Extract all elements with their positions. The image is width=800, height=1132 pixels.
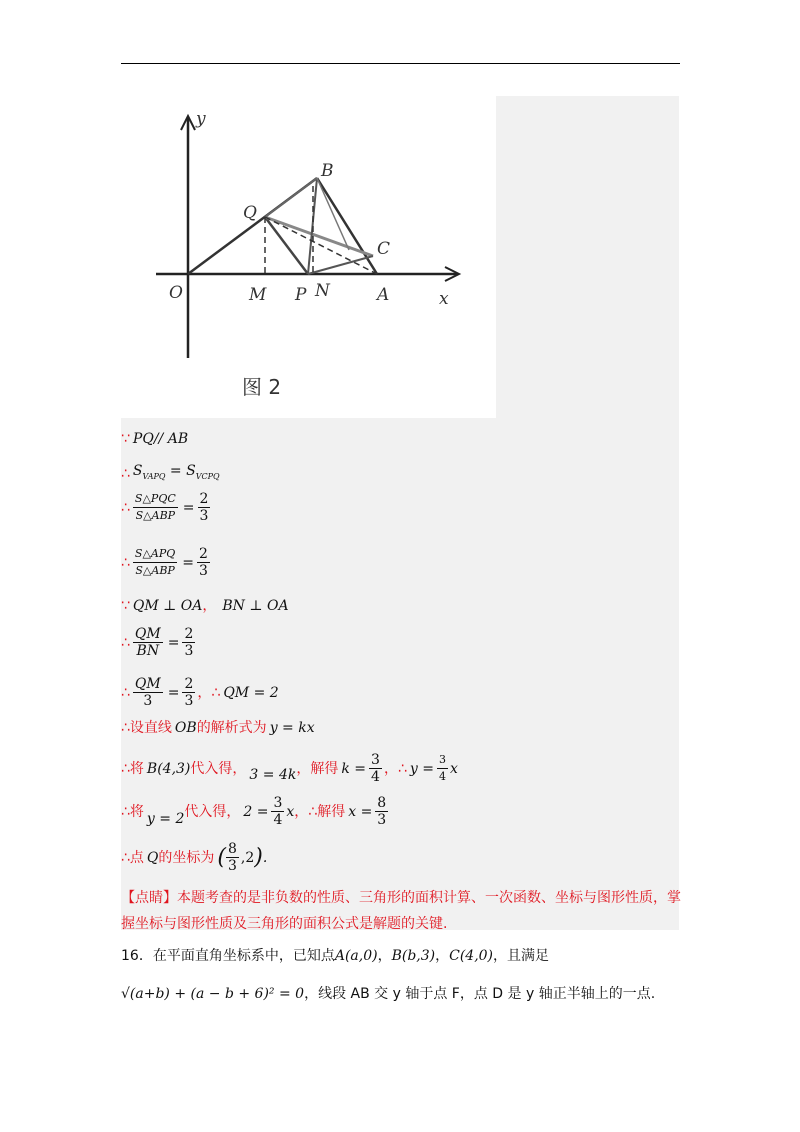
- label-A: A: [377, 285, 390, 305]
- problem-point-A: A(a,0): [334, 948, 378, 964]
- step-2-eq: =: [165, 463, 187, 479]
- problem-16: 16．在平面直角坐标系中，已知点A(a,0)，B(b,3)，C(4,0)，且满足 √(a+b) + (a − b + 6)² = 0，线段 AB 交 y 轴于点 F，点 D 是 y 轴正半轴上的一点.: [121, 943, 681, 1007]
- step-7: [121, 676, 279, 709]
- step-9-symbol: ∴: [397, 760, 407, 777]
- label-B: B: [321, 161, 334, 181]
- step-5-symbol: ∵: [121, 598, 130, 614]
- step-4-value: $\frac{2}{3}$: [199, 546, 208, 579]
- note: 【点睛】本题考查的是非负数的性质、三角形的面积计算、一次函数、坐标与图形性质，掌握坐标与图形性质及三角形的面积公式是解题的关键.: [121, 890, 681, 932]
- step-7-sep: ，: [197, 684, 212, 701]
- step-3-value: $\frac{2}{3}$: [199, 491, 209, 524]
- step-2-lhs: S: [132, 463, 143, 479]
- step-10-mid2: ∴解得: [308, 803, 346, 820]
- step-9-eq: 3 = 4k: [249, 766, 297, 783]
- step-2-rsub: VCPQ: [195, 471, 220, 481]
- step-2-rhs: S: [186, 463, 196, 479]
- figure-2: [121, 96, 496, 418]
- problem-line1-post: ，且满足: [493, 948, 550, 964]
- step-10-coef: $\frac{3}{4}$: [273, 795, 283, 828]
- label-O: O: [169, 283, 183, 303]
- step-2: [121, 462, 220, 486]
- step-10-pre: ∴将: [121, 803, 144, 820]
- label-N: N: [315, 281, 330, 301]
- step-9-pre: ∴将: [121, 760, 144, 777]
- step-11-mid: 的坐标为: [158, 849, 215, 866]
- step-7-value: $\frac{2}{3}$: [184, 676, 194, 709]
- step-5-expr2: BN ⊥ OA: [222, 598, 289, 614]
- step-4-eq: =: [182, 554, 195, 571]
- header-rule: [121, 63, 680, 64]
- step-5-sep: ，: [202, 598, 217, 614]
- step-10-x2: x =: [348, 803, 373, 820]
- step-9-point: B(4,3): [146, 760, 191, 777]
- step-1-symbol: ∵: [121, 431, 130, 447]
- step-7-symbol-2: ∴: [211, 684, 221, 701]
- label-Q: Q: [243, 203, 257, 223]
- step-11-tail: ,2: [240, 849, 255, 866]
- step-9-k-value: $\frac{3}{4}$: [371, 752, 380, 785]
- step-9-y-coef: $\frac{3}{4}$: [438, 753, 446, 783]
- label-y: y: [196, 109, 206, 129]
- step-7-symbol: ∴: [121, 684, 130, 701]
- step-1: [121, 430, 188, 448]
- step-6: [121, 626, 197, 659]
- step-9-k: k =: [341, 760, 367, 777]
- step-9-mid2: ，解得: [296, 760, 339, 777]
- label-M: M: [249, 285, 267, 305]
- step-9: [121, 752, 458, 785]
- step-10-lhs: 2 =: [243, 803, 269, 820]
- step-8-expr: y = kx: [269, 720, 315, 736]
- step-10-sub: y = 2: [146, 810, 185, 827]
- step-6-symbol: ∴: [121, 634, 130, 651]
- problem-point-B: B(b,3): [391, 948, 436, 964]
- step-3-ratio: $\frac{\text{S△PQC}}{\text{S△ABP}}$: [134, 492, 176, 522]
- step-11-var: Q: [146, 849, 159, 866]
- step-9-mid: 代入得，: [190, 760, 247, 777]
- label-x: x: [439, 289, 449, 309]
- step-4: [121, 546, 212, 579]
- step-11-x: $\frac{8}{3}$: [228, 841, 237, 874]
- step-3: [121, 491, 212, 524]
- problem-equation: √(a+b) + (a − b + 6)² = 0: [121, 986, 305, 1002]
- step-7-ratio: $\frac{QM}{3}$: [134, 676, 161, 709]
- figure-caption: 图 2: [242, 375, 282, 399]
- step-10: [121, 795, 390, 828]
- paren-open: (: [217, 844, 226, 870]
- step-8-mid: 的解析式为: [196, 720, 267, 736]
- step-11-end: .: [262, 849, 268, 866]
- step-4-symbol: ∴: [121, 554, 130, 571]
- label-C: C: [377, 239, 391, 259]
- step-6-eq: =: [167, 634, 180, 651]
- step-7-eq: =: [167, 684, 180, 701]
- step-10-x: x: [286, 803, 295, 820]
- geometry-diagram: [121, 96, 496, 418]
- step-1-expr: PQ// AB: [132, 431, 189, 447]
- step-2-lsub: VAPQ: [142, 471, 166, 481]
- step-10-mid: 代入得，: [184, 803, 241, 820]
- step-6-value: $\frac{2}{3}$: [184, 626, 194, 659]
- step-10-sep: ，: [294, 803, 309, 820]
- problem-line2-post: ，线段 AB 交 y 轴于点 F，点 D 是 y 轴正半轴上的一点.: [304, 986, 656, 1002]
- step-8-pre: ∴设直线: [121, 720, 172, 736]
- step-2-symbol: ∴: [121, 465, 130, 482]
- step-3-eq: =: [182, 499, 195, 516]
- step-9-yx: x: [449, 760, 458, 777]
- step-4-ratio: $\frac{\text{S△APQ}}{\text{S△ABP}}$: [134, 547, 176, 577]
- problem-line1-pre: 16．在平面直角坐标系中，已知点: [121, 948, 335, 964]
- paren-close: ): [254, 844, 263, 870]
- step-8-var: OB: [174, 720, 197, 736]
- step-7-expr: QM = 2: [223, 684, 279, 701]
- step-5: [121, 597, 289, 615]
- step-11-pre: ∴点: [121, 849, 144, 866]
- label-P: P: [295, 285, 307, 305]
- step-9-sep: ，: [383, 760, 398, 777]
- step-9-y: y =: [409, 760, 434, 777]
- step-10-value: $\frac{8}{3}$: [377, 795, 387, 828]
- step-11: [121, 841, 267, 874]
- problem-point-C: C(4,0): [449, 948, 494, 964]
- step-3-symbol: ∴: [121, 499, 130, 516]
- step-6-ratio: $\frac{QM}{BN}$: [134, 626, 161, 659]
- step-8: [121, 719, 315, 737]
- step-5-expr1: QM ⊥ OA: [132, 598, 203, 614]
